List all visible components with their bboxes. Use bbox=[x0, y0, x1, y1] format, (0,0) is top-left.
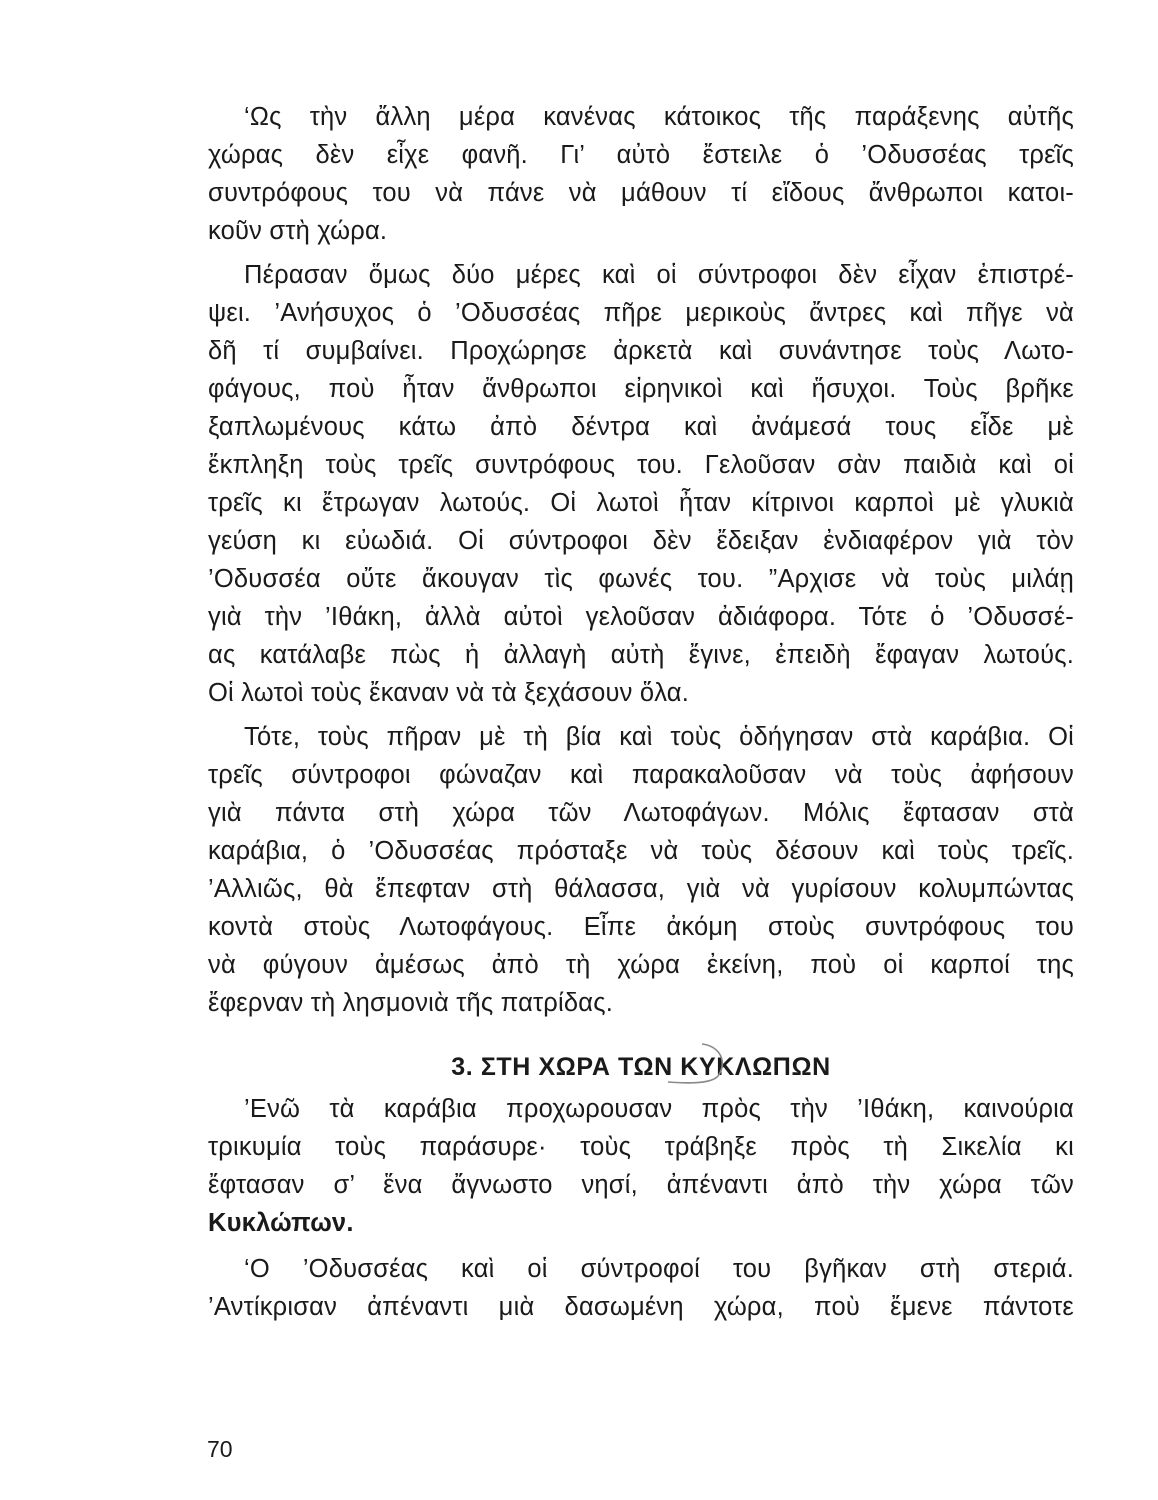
text-line: ας κατάλαβε πὼς ἡ ἀλλαγὴ αὐτὴ ἔγινε, ἐπειδὴ ἔφαγαν λωτούς. bbox=[208, 641, 1074, 669]
text-line: καράβια, ὁ ’Οδυσσέας πρόσταξε νὰ τοὺς δέσουν καὶ τοὺς τρεῖς. bbox=[208, 837, 1074, 865]
text-line: ψει. ’Ανήσυχος ὁ ’Οδυσσέας πῆρε μερικοὺς ἄντρες καὶ πῆγε νὰ bbox=[208, 299, 1074, 327]
page-number: 70 bbox=[207, 1436, 233, 1462]
pencil-bracket-mark bbox=[662, 1040, 742, 1090]
section-heading: 3. ΣΤΗ ΧΩΡΑ ΤΩΝ ΚΥΚΛΩΠΩΝ bbox=[451, 1053, 831, 1081]
text-line: ’Αντίκρισαν ἀπέναντι μιὰ δασωμένη χώρα, ποὺ ἔμενε πάντοτε bbox=[208, 1293, 1074, 1321]
text-line: φάγους, ποὺ ἦταν ἄνθρωποι εἰρηνικοὶ καὶ ἥσυχοι. Τοὺς βρῆκε bbox=[208, 375, 1074, 403]
text-line: νὰ φύγουν ἀμέσως ἀπὸ τὴ χώρα ἐκείνη, ποὺ οἱ καρποί της bbox=[208, 951, 1074, 979]
text-line: ’Ενῶ τὰ καράβια προχωρουσαν πρὸς τὴν ’Ιθάκη, καινούρια bbox=[244, 1095, 1074, 1123]
paragraph-3 bbox=[208, 718, 1074, 1022]
text-line: ‘Ως τὴν ἄλλη μέρα κανένας κάτοικος τῆς παράξενης αὐτῆς bbox=[244, 103, 1074, 131]
text-line: γιὰ τὴν ’Ιθάκη, ἀλλὰ αὐτοὶ γελοῦσαν ἀδιάφορα. Τότε ὁ ’Οδυσσέ- bbox=[208, 603, 1074, 631]
text-line: ‘Ο ’Οδυσσέας καὶ οἱ σύντροφοί του βγῆκαν στὴ στεριά. bbox=[244, 1255, 1074, 1283]
paragraph-1 bbox=[208, 98, 1074, 250]
text-line: κοῦν στὴ χώρα. bbox=[208, 217, 388, 245]
text-line: γεύση κι εὐωδιά. Οἱ σύντροφοι δὲν ἔδειξαν ἐνδιαφέρον γιὰ τὸν bbox=[208, 527, 1074, 555]
paragraph-2 bbox=[208, 256, 1074, 712]
text-line: ἔφερναν τὴ λησμονιὰ τῆς πατρίδας. bbox=[208, 989, 613, 1017]
text-line: γιὰ πάντα στὴ χώρα τῶν Λωτοφάγων. Μόλις ἔφτασαν στὰ bbox=[208, 799, 1074, 827]
text-line: τρεῖς σύντροφοι φώναζαν καὶ παρακαλοῦσαν νὰ τοὺς ἀφήσουν bbox=[208, 761, 1074, 789]
text-line: Οἱ λωτοὶ τοὺς ἔκαναν νὰ τὰ ξεχάσουν ὅλα. bbox=[208, 679, 690, 707]
text-line: τρικυμία τοὺς παράσυρε· τοὺς τράβηξε πρὸς τὴ Σικελία κι bbox=[208, 1133, 1074, 1161]
text-line: Τότε, τοὺς πῆραν μὲ τὴ βία καὶ τοὺς ὁδήγησαν στὰ καράβια. Οἱ bbox=[244, 723, 1074, 751]
text-line: συντρόφους του νὰ πάνε νὰ μάθουν τί εἴδους ἄνθρωποι κατοι- bbox=[208, 179, 1074, 207]
text-line: Πέρασαν ὅμως δύο μέρες καὶ οἱ σύντροφοι δὲν εἶχαν ἐπιστρέ- bbox=[244, 261, 1074, 289]
paragraph-4 bbox=[208, 1090, 1074, 1242]
text-line: χώρας δὲν εἶχε φανῆ. Γι’ αὐτὸ ἔστειλε ὁ ’Οδυσσέας τρεῖς bbox=[208, 141, 1074, 169]
paragraph-5 bbox=[208, 1250, 1074, 1326]
text-line: δῆ τί συμβαίνει. Προχώρησε ἀρκετὰ καὶ συνάντησε τοὺς Λωτο- bbox=[208, 337, 1074, 365]
bold-term: Κυκλώπων. bbox=[208, 1209, 354, 1237]
text-line: ξαπλωμένους κάτω ἀπὸ δέντρα καὶ ἀνάμεσά τους εἶδε μὲ bbox=[208, 413, 1074, 441]
text-line: ’Αλλιῶς, θὰ ἔπεφταν στὴ θάλασσα, γιὰ νὰ γυρίσουν κολυμπώντας bbox=[208, 875, 1074, 903]
page-body bbox=[208, 98, 1074, 1332]
text-line: ἔκπληξη τοὺς τρεῖς συντρόφους του. Γελοῦσαν σὰν παιδιὰ καὶ οἱ bbox=[208, 451, 1074, 479]
text-line: ἔφτασαν σ’ ἕνα ἄγνωστο νησί, ἀπέναντι ἀπὸ τὴν χώρα τῶν bbox=[208, 1171, 1074, 1199]
text-line: κοντὰ στοὺς Λωτοφάγους. Εἶπε ἀκόμη στοὺς συντρόφους του bbox=[208, 913, 1074, 941]
text-line: ’Οδυσσέα οὔτε ἄκουγαν τὶς φωνές του. ”Αρχισε νὰ τοὺς μιλάῃ bbox=[208, 565, 1074, 593]
text-line: τρεῖς κι ἔτρωγαν λωτούς. Οἱ λωτοὶ ἦταν κίτρινοι καρποὶ μὲ γλυκιὰ bbox=[208, 489, 1074, 517]
